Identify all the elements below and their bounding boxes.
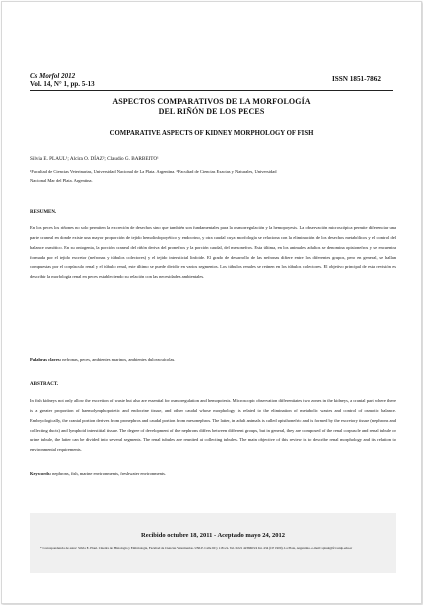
affiliations-line1: ¹Facultad de Ciencias Veterinarias, Universidad Nacional de La Plata. Argentina. ²Facultad de Ciencias Exactas y Naturales, Universidad [30,169,277,174]
resumen-keywords-list: nefronas, peces, ambientes marinos, ambientes dulceacuícolas. [61,357,176,362]
abstract-heading: ABSTRACT. [30,382,59,387]
journal-citation [30,72,95,88]
resumen-heading: RESUMEN. [30,210,57,215]
abstract-keywords [30,471,396,476]
abstract-text: In fish kidneys not only allow the excretion of waste but also are essential for osmoregulation and hemopoiesis. Microscopic observation differentiates two zones in the kidneys, a cranial part where there is a greater proportion of haemolymphopoietic and endocrine tissue, and other caudal whose morphology is related to the elimination of metabolic wastes and control of osmotic balance. Embryologically, the cranial portion derives from pronephros and caudal portion from mesonephros. The latter, in adult animals is called opisthonefric and is formed by the excretory tissue (nephrons and collecting ducts) and lymphoid interstitial tissue. The degree of development of the nephrons differs between different groups, but in general, they are composed of the renal corpuscle and renal tubule or urine tubule, the latter can be divided into several segments. The renal tubules are reunited at collecting tubules. The main objective of this review is to describe renal morphology and its relation to environmental requirements. [30,398,396,453]
title-spanish-line2: DEL RIÑÓN DE LOS PECES [158,107,265,116]
received-dates: Recibido octubre 18, 2011 - Aceptado mayo 24, 2012 [141,532,285,539]
resumen-keywords-label: Palabras claves: [30,357,62,362]
issn: ISSN 1851-7862 [332,75,381,83]
resumen-text: En los peces los riñones no solo permiten la excreción de desechos sino que también son fundamentales para la osmorregulación y la hemopoyesis. La observación microscópica permite diferenciar una parte craneal en donde existe una mayor proporción de tejido hemolinfopoyético y endocrino, y otra caudal cuya morfología se relaciona con la eliminación de los desechos metabólicos y el control del balance osmótico. En su ontogenia, la porción craneal del riñón deriva del pronefros y la porción caudal, del mesonefros. Esta última, en los animales adultos se denomina opistonefros y se encuentra formada por el tejido excretor (nefronas y túbulos colectores) y el tejido intersticial linfoide. El grado de desarrollo de las nefronas difiere entre los diferentes grupos, pero en general, se hallan compuestas por el corpúsculo renal y el túbulo renal, este último se puede dividir en varios segmentos. Los túbulos renales se reúnen en los túbulos colectores. El objetivo principal de esta revisión es describir la morfología renal en peces estableciendo su relación con las necesidades ambientales. [30,225,396,280]
correspondence-note: * Correspondencia de autor: Silvia E. Plaul. Cátedra de Histología y Embriología, Facultad de Ciencias Veterinarias. UNLP. Calle 60 y 118 s/n. Tel. 0221 4236663/4 Int. 434 (CP 1900). La Plata, Argentina. e-mail: splaul@fcv.unlp.edu.ar [40,546,353,550]
header-rule [30,90,393,91]
journal-name: Cs Morfol 2012 [30,72,76,80]
authors: Silvia E. PLAUL¹; Alcira O. DÍAZ²; Claudio G. BARBEITO¹ [30,156,159,162]
title-spanish [30,97,393,117]
journal-volume: Vol. 14, N° 1, pp. 5-13 [30,80,95,88]
abstract-keywords-label: Keywords: [30,471,51,476]
title-spanish-line1: ASPECTOS COMPARATIVOS DE LA MORFOLOGÍA [112,97,311,106]
affiliations-line2: Nacional Mar del Plata. Argentina. [30,178,93,183]
footer-box [30,513,396,573]
affiliations [30,167,396,185]
abstract-keywords-list: nephrons, fish, marine environments, freshwater environments. [51,471,166,476]
resumen-keywords [30,357,396,362]
title-english: COMPARATIVE ASPECTS OF KIDNEY MORPHOLOGY OF FISH [109,130,314,137]
